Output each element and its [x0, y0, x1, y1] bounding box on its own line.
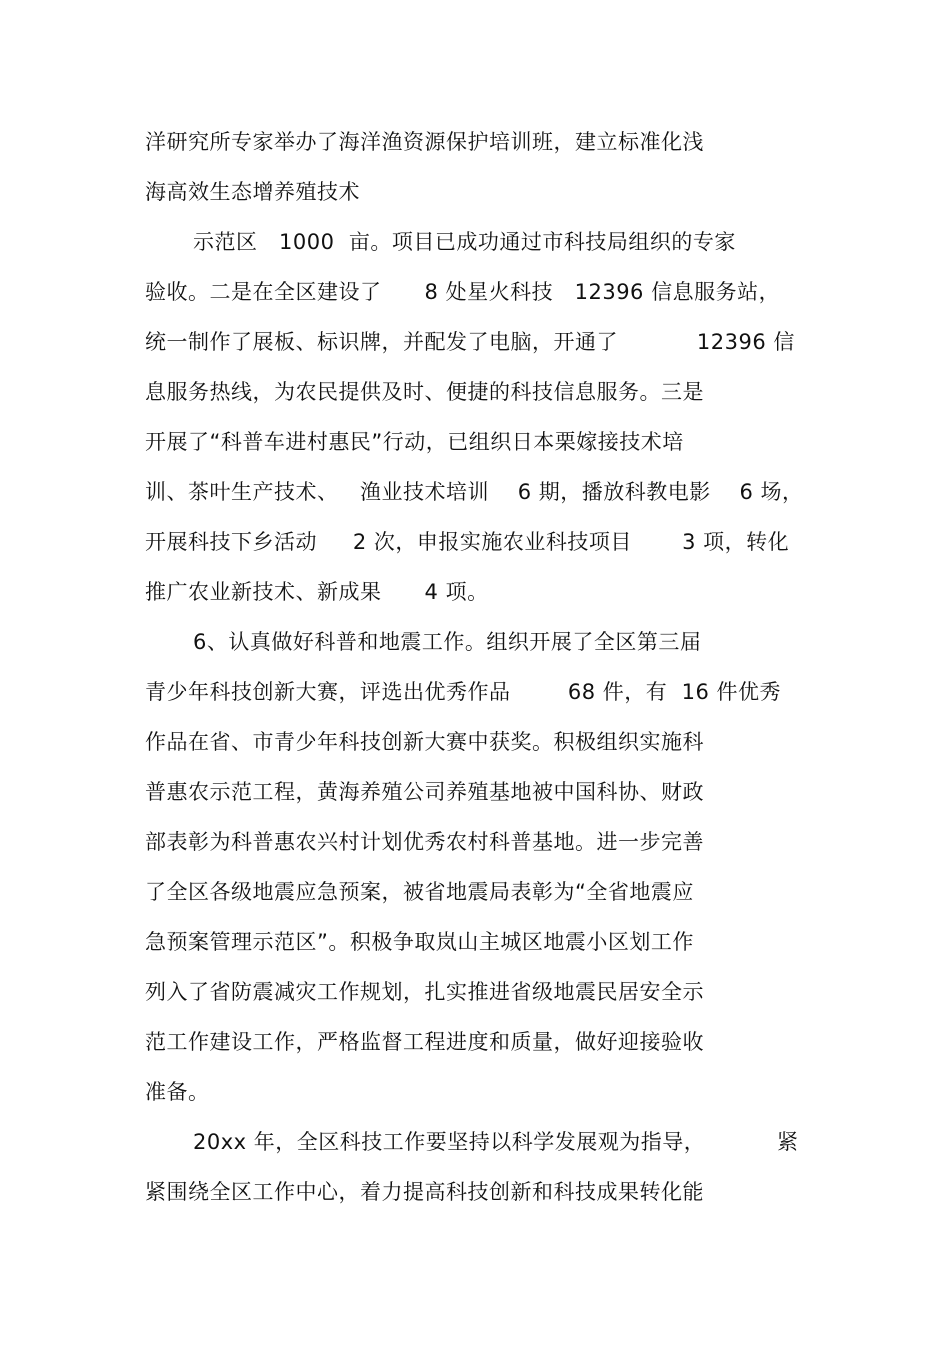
text-line: 训、茶叶生产技术、 渔业技术培训 6 期，播放科教电影 6 场，: [145, 480, 804, 504]
text-line: 紧围绕全区工作中心，着力提高科技创新和科技成果转化能: [145, 1180, 704, 1204]
text-line: 推广农业新技术、新成果 4 项。: [145, 580, 489, 604]
text-line: 普惠农示范工程，黄海养殖公司养殖基地被中国科协、财政: [145, 780, 704, 804]
text-line: 准备。: [145, 1080, 210, 1104]
text-line: 青少年科技创新大赛，评选出优秀作品 68 件，有 16 件优秀: [145, 680, 782, 704]
text-line: 开展科技下乡活动 2 次，申报实施农业科技项目 3 项，转化: [145, 530, 790, 554]
text-line: 急预案管理示范区”。积极争取岚山主城区地震小区划工作: [145, 930, 694, 954]
text-line: 列入了省防震减灾工作规划，扎实推进省级地震民居安全示: [145, 980, 704, 1004]
text-line: 开展了“科普车进村惠民”行动，已组织日本栗嫁接技术培: [145, 430, 684, 454]
text-line: 作品在省、市青少年科技创新大赛中获奖。积极组织实施科: [145, 730, 704, 754]
text-line: 示范区 1000 亩。项目已成功通过市科技局组织的专家: [193, 230, 736, 254]
text-line: 了全区各级地震应急预案，被省地震局表彰为“全省地震应: [145, 880, 694, 904]
text-line: 6、认真做好科普和地震工作。组织开展了全区第三届: [193, 630, 702, 654]
text-line: 范工作建设工作，严格监督工程进度和质量，做好迎接验收: [145, 1030, 704, 1054]
text-line: 20xx 年，全区科技工作要坚持以科学发展观为指导， 紧: [193, 1130, 799, 1154]
text-line: 部表彰为科普惠农兴村计划优秀农村科普基地。进一步完善: [145, 830, 704, 854]
text-line: 验收。二是在全区建设了 8 处星火科技 12396 信息服务站，: [145, 280, 781, 304]
text-line: 息服务热线，为农民提供及时、便捷的科技信息服务。三是: [145, 380, 704, 404]
text-line: 统一制作了展板、标识牌，并配发了电脑，开通了 12396 信: [145, 330, 795, 354]
text-line: 海高效生态增养殖技术: [145, 180, 360, 204]
text-line: 洋研究所专家举办了海洋渔资源保护培训班，建立标准化浅: [145, 130, 704, 154]
